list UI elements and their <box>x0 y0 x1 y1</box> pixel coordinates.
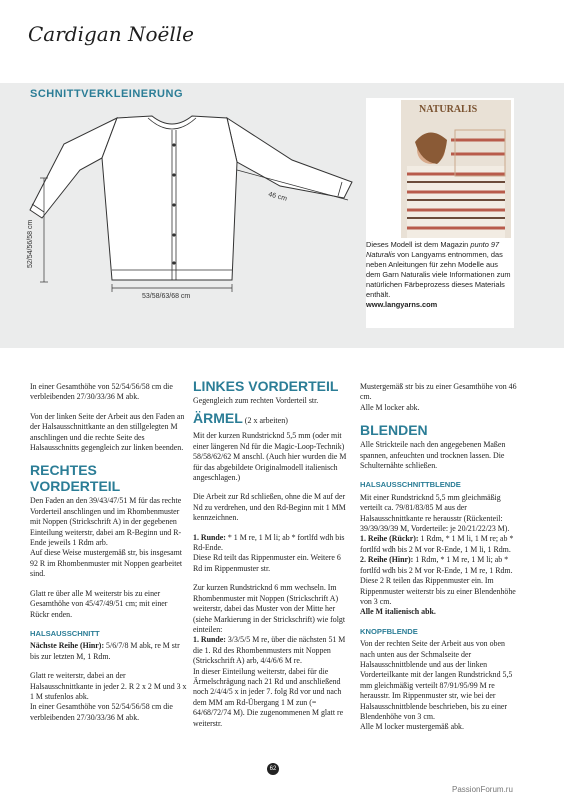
paragraph: Die Arbeit zur Rd schließen, ohne die M auf der Nd zu verdrehen, und den Rd-Beginn mit 1 MM kennzeichnen. <box>193 492 346 523</box>
sleeve-label: 46 cm <box>267 191 288 203</box>
heading-linkes-vorderteil: LINKES VORDERTEIL <box>193 378 339 394</box>
magazine-box <box>366 98 514 328</box>
row-label: 2. Reihe (Hinr): <box>360 555 414 565</box>
aermel-note: (2 x arbeiten) <box>242 416 288 426</box>
paragraph: Zur kurzen Rundstricknd 6 mm wechseln. Im Rhombenmuster mit Noppen (Strickschrift A) weiterstr, dabei das Muster von der Mitte her (siehe Markierung in der Strickschrift) wie folgt einteilen: <box>193 583 346 634</box>
heading-halsausschnittblende: HALSAUSSCHNITTBLENDE <box>360 480 461 490</box>
paragraph: Glatt re weiterstr, dabei an der Halsausschnittkante in jeder 2. R 2 x 2 M und 3 x 1 M stufenlos abk. <box>30 671 187 701</box>
round-text: 3/3/5/5 M re, über die nächsten 51 M die 1. Rd des Rhombenmusters mit Noppen (Strickschrift A) arb, 4/4/6/6 M re. <box>193 635 346 666</box>
watermark: PassionForum.ru <box>452 785 513 794</box>
paragraph: In einer Gesamthöhe von 52/54/56/58 cm die verbleibenden 27/30/33/36 M abk. <box>30 702 173 722</box>
heading-halsausschnitt: HALSAUSSCHNITT <box>30 628 100 638</box>
row-text: 5/6/7/8 M abk, re M str bis zur letzten M, 1 Rdm. <box>30 641 180 661</box>
row-text: 1 Rdm, * 1 M re, 1 M li; ab * fortlfd wdh bis 2 M vor R-Ende, 1 M re, 1 Rdm. <box>360 555 513 575</box>
magazine-photo <box>401 100 511 238</box>
paragraph: Alle M italienisch abk. <box>360 607 436 617</box>
row-label: Nächste Reihe (Hinr): <box>30 641 105 651</box>
paragraph <box>30 641 188 662</box>
paragraph: Alle M locker abk. <box>360 402 420 412</box>
paragraph: Von der rechten Seite der Arbeit aus von oben nach unten aus der Schmalseite der Halsausschnittblende und aus der linken Vorderteilkante mit der langen Rundstricknd 5,5 mm gleichmäßig verteilt 87/91/95/99 M re herausstr. Im Rippenmuster str, wie bei der Halsausschnittblende beschrieben, bis zu einer Blendenhöhe von 3 cm. <box>360 639 513 721</box>
height-label: 52/54/56/58 cm <box>27 219 34 268</box>
heading-rechtes-vorderteil: RECHTES VORDERTEIL <box>30 462 121 495</box>
paragraph: Den Faden an den 39/43/47/51 M für das rechte Vorderteil anschlingen und im Rhombenmuster mit Noppen (Strickschrift A) in der gegebenen Einteilung weiterstr, dabei am R-Beginn und R-Ende jeweils 1 Rdm arb. <box>30 496 182 548</box>
column-1 <box>30 382 188 732</box>
column-2 <box>193 378 351 738</box>
row-text: 1 Rdm, * 1 M li, 1 M re; ab * fortlfd wdh bis 2 M vor R-Ende, 1 M li, 1 Rdm. <box>360 534 514 554</box>
caption-text-2: von Langyarns entnommen, das neben Anleitungen für zehn Modelle aus dem Garn Naturalis viele Informationen zum natürlichen Färbeprozess dieses Materials enthält. <box>366 250 511 299</box>
page-number: 62 <box>267 763 279 775</box>
heading-knopfblende: KNOPFBLENDE <box>360 626 418 636</box>
magazine-url[interactable]: www.langyarns.com <box>366 300 438 309</box>
paragraph <box>360 555 520 576</box>
page-title: Cardigan Noëlle <box>28 22 194 46</box>
paragraph: Mit der kurzen Rundstricknd 5,5 mm (oder mit einer längeren Nd für die Magic-Loop-Technik) 58/58/62/62 M anschl. (Auch hier wurden die M für das abgebildete Originalmodell italienisch angeschlagen.) <box>193 431 347 483</box>
section-heading: SCHNITTVERKLEINERUNG <box>30 88 184 100</box>
paragraph <box>193 635 351 666</box>
caption-text: Dieses Modell ist dem Magazin <box>366 240 471 249</box>
caption-magazine-name: punto 97 Naturalis <box>366 240 500 259</box>
round-label: 1. Runde: <box>193 532 226 542</box>
aermel-title: ÄRMEL <box>193 410 243 427</box>
paragraph: Glatt re über alle M weiterstr bis zu einer Gesamthöhe von 45/47/49/51 cm; mit einer Rückr enden. <box>30 588 168 619</box>
paragraph <box>193 533 351 554</box>
paragraph: Mustergemäß str bis zu einer Gesamthöhe von 46 cm. <box>360 382 517 402</box>
column-3 <box>360 382 520 742</box>
paragraph: Von der linken Seite der Arbeit aus den Faden an der Halsausschnittkante an den stillgelegten M anschlingen und die rechte Seite des Halsausschnitts gegengleich zur linken beenden. <box>30 411 185 453</box>
paragraph: Auf diese Weise mustergemäß str, bis insgesamt 92 R im Rhombenmuster mit Noppen gearbeitet sind. <box>30 548 183 579</box>
magazine-brand: NATURALIS <box>419 104 478 115</box>
paragraph: In einer Gesamthöhe von 52/54/56/58 cm die verbleibenden 27/30/33/36 M abk. <box>30 382 173 402</box>
cardigan-schematic <box>22 100 362 310</box>
heading-blenden: BLENDEN <box>360 422 428 439</box>
row-label: 1. Reihe (Rückr): <box>360 534 419 544</box>
paragraph: Diese 2 R teilen das Rippenmuster ein. Im Rippenmuster weiterstr bis zu einer Blendenhöhe von 3 cm. <box>360 576 516 606</box>
round-label: 1. Runde: <box>193 635 226 645</box>
paragraph: Alle Strickteile nach den angegebenen Maßen spannen, anfeuchten und trocknen lassen. Die Schulternähte schließen. <box>360 440 506 471</box>
paragraph: In dieser Einteilung weiterstr, dabei für die Ärmelschrägung nach 21 Rd und anschließend noch 2/4/4/5 x in jeder 7. folg Rd vor und nach dem MM am Rd-Übergang 1 M zun (= 64/68/72/74 M). Die zugenommenen M glatt re weiterstr. <box>193 666 344 728</box>
heading-aermel <box>193 410 351 429</box>
width-label: 53/58/63/68 cm <box>142 293 191 300</box>
magazine-caption <box>366 240 514 310</box>
paragraph: Alle M locker mustergemäß abk. <box>360 722 464 732</box>
paragraph: Gegengleich zum rechten Vorderteil str. <box>193 396 319 405</box>
paragraph <box>360 534 520 555</box>
paragraph: Diese Rd teilt das Rippenmuster ein. Weitere 6 Rd im Rippenmuster str. <box>193 553 341 573</box>
magazine-cover <box>401 100 511 238</box>
paragraph: Mit einer Rundstricknd 5,5 mm gleichmäßig verteilt ca. 79/81/83/85 M aus der Halsausschnittkante re herausstr (Rückenteil: 39/39/39/39 M, Vorderteile: je 20/21/22/23 M). <box>360 492 510 534</box>
round-text: * 1 M re, 1 M li; ab * fortlfd wdh bis Rd-Ende. <box>193 532 345 553</box>
